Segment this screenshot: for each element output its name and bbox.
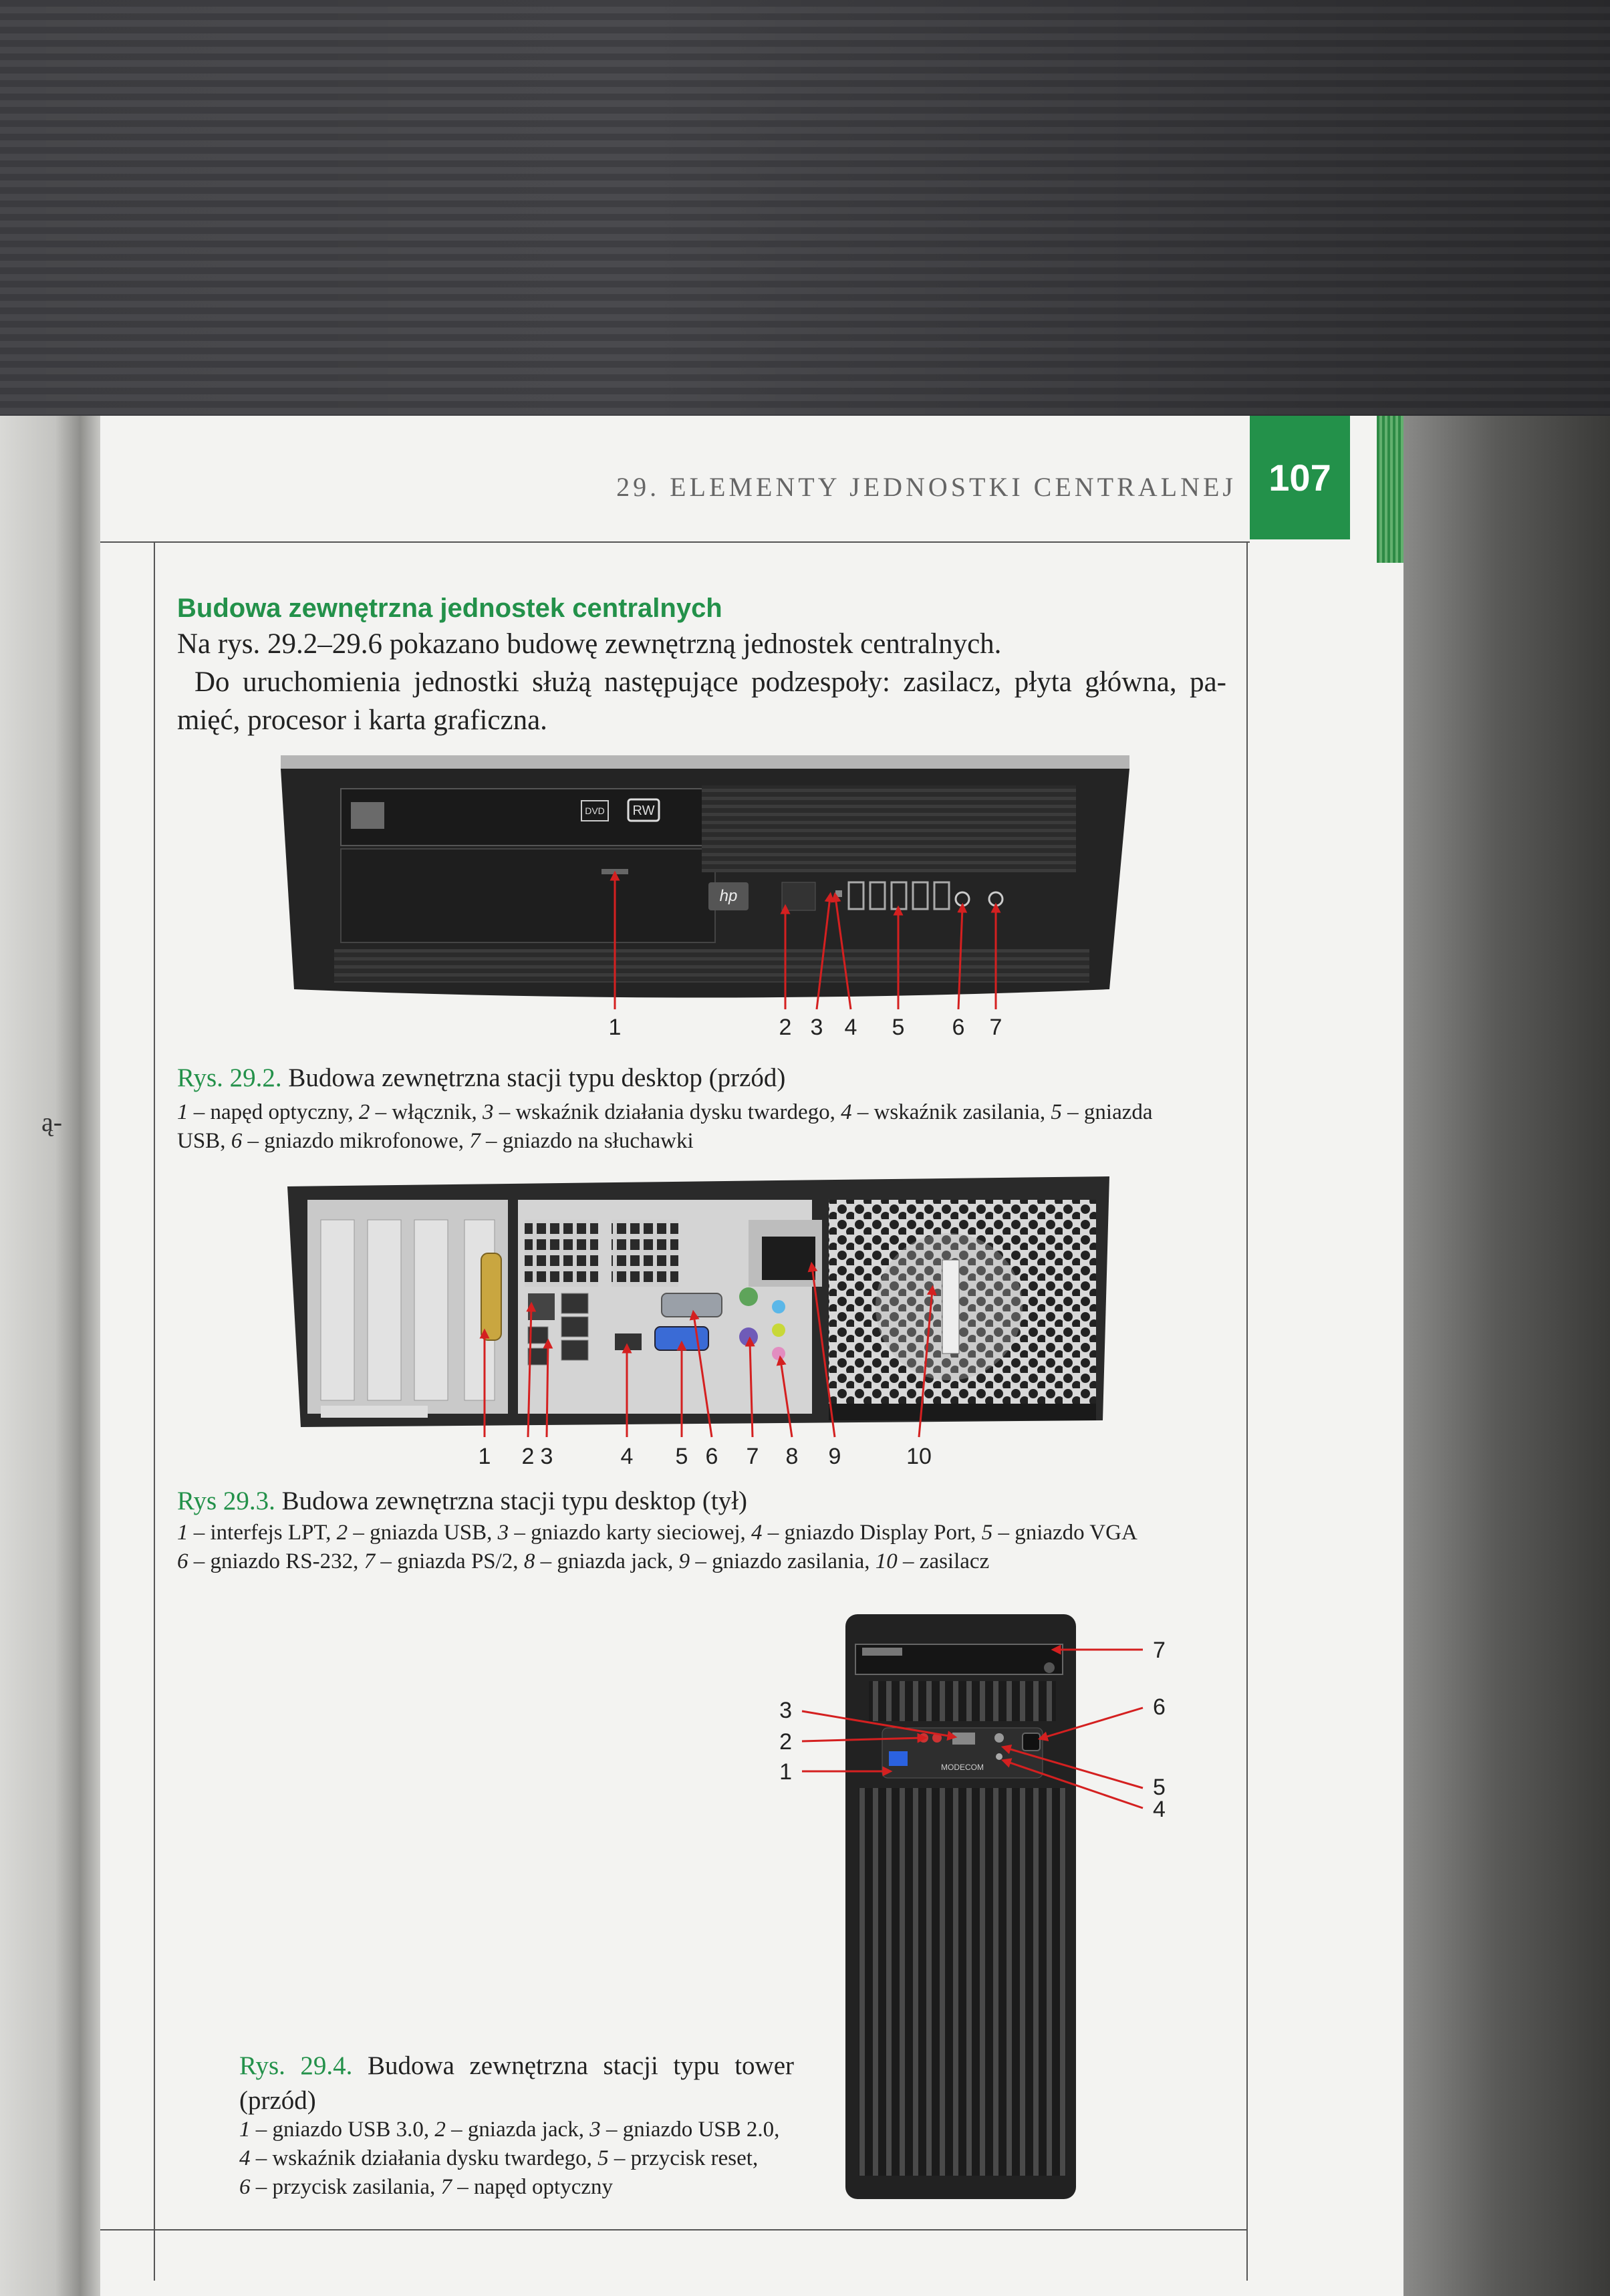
legend-item-text: USB, bbox=[177, 1129, 226, 1153]
figure-desktop-front bbox=[267, 749, 1150, 1049]
legend-item-number: 7 bbox=[469, 1129, 481, 1153]
scan-background-top bbox=[0, 0, 1610, 416]
legend-item-number: 3 bbox=[482, 1100, 494, 1124]
legend-item-text: gniazdo mikrofonowe, bbox=[264, 1129, 464, 1153]
legend-item-number: 7 bbox=[364, 1549, 376, 1573]
callout-label: 1 bbox=[478, 1444, 491, 1469]
figure-number: Rys 29.3. bbox=[177, 1487, 275, 1515]
legend-item-number: 2 bbox=[336, 1521, 348, 1545]
callout-label: 7 bbox=[989, 1015, 1002, 1040]
legend-item-text: gniazdo na słuchawki bbox=[502, 1129, 694, 1153]
page-number-tab bbox=[1250, 416, 1350, 539]
book-gutter-shadow bbox=[1403, 416, 1610, 2296]
callout-label: 5 bbox=[1153, 1775, 1166, 1800]
callout-label: 2 bbox=[779, 1015, 792, 1040]
legend-item-number: 1 bbox=[177, 1100, 188, 1124]
callout-label: 6 bbox=[952, 1015, 965, 1040]
legend-item-number: 4 bbox=[751, 1521, 763, 1545]
legend-item-text: gniazda jack, bbox=[557, 1549, 674, 1573]
legend-item-text: gniazdo USB 2.0, bbox=[622, 2118, 780, 2142]
callout-label: 3 bbox=[810, 1015, 823, 1040]
legend-item-number: 2 bbox=[434, 2118, 446, 2142]
running-head: 29. ELEMENTY JEDNOSTKI CENTRALNEJ bbox=[616, 472, 1236, 502]
legend-item-text: gniazda jack, bbox=[467, 2118, 584, 2142]
page-frame-bottom bbox=[100, 2229, 1247, 2230]
page-number: 107 bbox=[1268, 457, 1331, 499]
legend-item-text: zasilacz bbox=[919, 1549, 990, 1573]
legend-line: 1 – interfejs LPT, 2 – gniazda USB, 3 – gniazdo karty sieciowej, 4 – gniazdo Display Port, 5 – gniazdo VGA bbox=[177, 1521, 1137, 1545]
figure-number: Rys. 29.4. bbox=[239, 2051, 353, 2080]
legend-item-number: 5 bbox=[981, 1521, 993, 1545]
callout-label: 7 bbox=[746, 1444, 759, 1469]
figure-caption-title bbox=[177, 1484, 747, 1519]
callout-label: 6 bbox=[705, 1444, 718, 1469]
dvd-logo: DVD bbox=[585, 805, 605, 816]
legend-item-number: 5 bbox=[1051, 1100, 1062, 1124]
callout-label: 5 bbox=[892, 1015, 905, 1040]
section-title: Budowa zewnętrzna jednostek centralnych bbox=[177, 594, 722, 623]
legend-item-text: interfejs LPT, bbox=[210, 1521, 331, 1545]
desktop-case-rear bbox=[287, 1176, 1109, 1427]
callout-label: 2 bbox=[521, 1444, 535, 1469]
legend-item-text: wskaźnik zasilania, bbox=[874, 1100, 1046, 1124]
figure-title-line bbox=[239, 2049, 794, 2083]
legend-item-text: gniazdo karty sieciowej, bbox=[531, 1521, 746, 1545]
legend-item-number: 9 bbox=[678, 1549, 690, 1573]
paragraph-line: mięć, procesor i karta graficzna. bbox=[177, 705, 547, 736]
callout-label: 4 bbox=[620, 1444, 634, 1469]
legend-item-number: 5 bbox=[597, 2146, 609, 2170]
legend-item-text: gniazda PS/2, bbox=[397, 1549, 519, 1573]
callout-label: 2 bbox=[779, 1729, 792, 1755]
callout-label: 3 bbox=[540, 1444, 553, 1469]
legend-item-number: 2 bbox=[358, 1100, 370, 1124]
legend-item-number: 4 bbox=[239, 2146, 251, 2170]
header-rule bbox=[100, 541, 1250, 543]
legend-item-text: gniazdo zasilania, bbox=[712, 1549, 870, 1573]
callout-label: 9 bbox=[828, 1444, 841, 1469]
legend-line: 6 – przycisk zasilania, 7 – napęd optyczny bbox=[239, 2175, 613, 2199]
legend-item-text: gniazdo RS-232, bbox=[210, 1549, 359, 1573]
legend-line: USB, 6 – gniazdo mikrofonowe, 7 – gniazdo na słuchawki bbox=[177, 1129, 694, 1153]
desktop-case-front bbox=[281, 755, 1129, 998]
legend-item-text: gniazdo Display Port, bbox=[784, 1521, 976, 1545]
callout-label: 1 bbox=[779, 1759, 792, 1785]
legend-item-number: 4 bbox=[841, 1100, 852, 1124]
legend-item-text: napęd optyczny bbox=[473, 2175, 613, 2199]
legend-item-text: wskaźnik działania dysku twardego, bbox=[272, 2146, 592, 2170]
callout-label: 5 bbox=[675, 1444, 688, 1469]
rw-logo: RW bbox=[632, 803, 655, 818]
figure-legend bbox=[239, 2116, 779, 2202]
legend-item-number: 7 bbox=[440, 2175, 452, 2199]
callout-label: 10 bbox=[906, 1444, 932, 1469]
previous-page-margin bbox=[0, 416, 100, 2296]
figure-title: Budowa zewnętrzna stacji typu desktop (tył) bbox=[281, 1487, 748, 1515]
legend-item-text: wskaźnik działania dysku twardego, bbox=[515, 1100, 835, 1124]
legend-item-number: 10 bbox=[875, 1549, 898, 1573]
figure-number: Rys. 29.2. bbox=[177, 1063, 282, 1092]
paragraph-line: Do uruchomienia jednostki służą następujące podzespoły: zasilacz, płyta główna, pa- bbox=[194, 666, 1226, 698]
callout-label: 6 bbox=[1153, 1694, 1166, 1720]
legend-item-number: 3 bbox=[589, 2118, 601, 2142]
tower-case-front bbox=[845, 1614, 1076, 2199]
legend-item-number: 6 bbox=[239, 2175, 251, 2199]
legend-line: 6 – gniazdo RS-232, 7 – gniazda PS/2, 8 – gniazda jack, 9 – gniazdo zasilania, 10 – zasilacz bbox=[177, 1549, 990, 1573]
legend-item-number: 8 bbox=[523, 1549, 535, 1573]
legend-item-number: 6 bbox=[231, 1129, 243, 1153]
callout-label: 4 bbox=[844, 1015, 857, 1040]
legend-item-text: gniazdo USB 3.0, bbox=[272, 2118, 430, 2142]
legend-item-number: 1 bbox=[177, 1521, 188, 1545]
legend-item-text: przycisk zasilania, bbox=[272, 2175, 436, 2199]
legend-item-text: przycisk reset, bbox=[630, 2146, 759, 2170]
legend-item-text: gniazda USB, bbox=[370, 1521, 493, 1545]
callout-label: 4 bbox=[1153, 1797, 1166, 1822]
page-frame-left bbox=[154, 543, 155, 2281]
figure-legend bbox=[177, 1519, 1137, 1576]
legend-item-text: włącznik, bbox=[392, 1100, 477, 1124]
figure-desktop-rear bbox=[281, 1173, 1123, 1474]
body-paragraphs bbox=[177, 625, 1226, 739]
legend-item-number: 1 bbox=[239, 2118, 251, 2142]
svg-text:hp: hp bbox=[719, 887, 738, 905]
legend-item-number: 3 bbox=[497, 1521, 509, 1545]
callout-label: 3 bbox=[779, 1698, 792, 1723]
legend-item-text: napęd optyczny, bbox=[210, 1100, 354, 1124]
previous-page-text-fragment: ą- bbox=[41, 1107, 63, 1137]
figure-tower-front bbox=[762, 1604, 1230, 2199]
legend-item-text: gniazda bbox=[1083, 1100, 1153, 1124]
figure-caption-title bbox=[239, 2049, 794, 2118]
legend-item-number: 6 bbox=[177, 1549, 188, 1573]
legend-line: 1 – napęd optyczny, 2 – włącznik, 3 – wskaźnik działania dysku twardego, 4 – wskaźnik zasilania, 5 – gniazda bbox=[177, 1100, 1153, 1124]
callout-label: 8 bbox=[785, 1444, 799, 1469]
paragraph-line: Na rys. 29.2–29.6 pokazano budowę zewnętrzną jednostek centralnych. bbox=[177, 628, 1002, 660]
legend-line: 4 – wskaźnik działania dysku twardego, 5 – przycisk reset, bbox=[239, 2146, 759, 2170]
modecom-logo: MODECOM bbox=[941, 1763, 984, 1772]
figure-title: Budowa zewnętrzna stacji typu desktop (przód) bbox=[288, 1063, 786, 1092]
legend-item-text: gniazdo VGA bbox=[1015, 1521, 1137, 1545]
figure-legend bbox=[177, 1098, 1153, 1156]
figure-caption-title bbox=[177, 1061, 785, 1096]
figure-title-line: (przód) bbox=[239, 2086, 316, 2115]
callout-label: 7 bbox=[1153, 1638, 1166, 1663]
legend-line: 1 – gniazdo USB 3.0, 2 – gniazda jack, 3 – gniazdo USB 2.0, bbox=[239, 2118, 780, 2142]
callout-label: 1 bbox=[608, 1015, 622, 1040]
page-frame-right bbox=[1246, 543, 1248, 2281]
disc-logo-icon bbox=[351, 802, 384, 829]
figure-title: Budowa zewnętrzna stacji typu tower bbox=[367, 2051, 794, 2080]
